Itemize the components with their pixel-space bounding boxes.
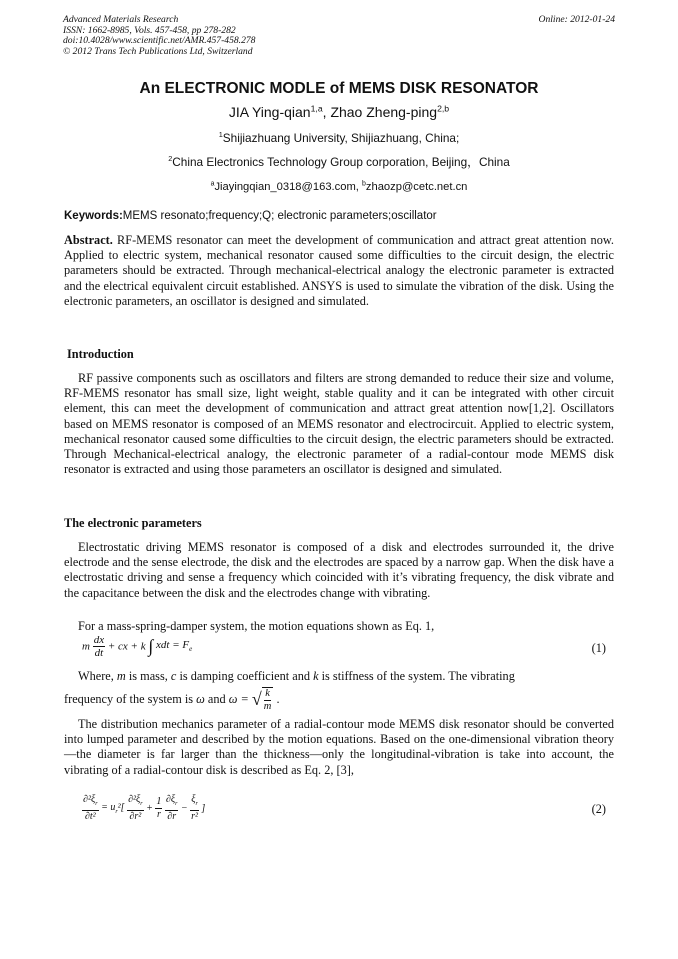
paper-title: An ELECTRONIC MODLE of MEMS DISK RESONATOR	[139, 80, 539, 97]
symbol-m: m	[116, 669, 126, 683]
affiliation-2	[0, 153, 678, 170]
email-b-sup: b	[362, 180, 366, 188]
where-line	[64, 669, 614, 684]
intro-heading: Introduction	[67, 347, 134, 361]
author-2-sup: 2,b	[437, 103, 450, 114]
symbol-omega: ω	[196, 691, 205, 706]
email-b: zhaozp@cetc.net.cn	[365, 181, 468, 193]
online-date: Online: 2012-01-24	[538, 14, 615, 25]
where-d: is damping coefficient and	[176, 669, 314, 683]
electronic-heading: The electronic parameters	[64, 516, 202, 530]
doi-line: doi:10.4028/www.scientific.net/AMR.457-458.278	[63, 35, 256, 46]
author-line	[0, 104, 678, 120]
author-1-sup: 1,a	[310, 103, 323, 114]
equation-2: $\frac{\partial^2\xi_r}{\text{∂t²}}$ = $u_r^2$[ $\frac{\partial^2\xi_r}{\text{∂r²}}$ + $\frac{1}{r}$ $\frac{\partial\xi_r}{\partial r}$ − $\frac{\xi_r}{\text{r²}}$ ]	[83, 794, 206, 822]
affiliation-1-sup: 1	[218, 130, 223, 140]
issn-line: ISSN: 1662-8985, Vols. 457-458, pp 278-282	[63, 24, 236, 36]
omega-formula: ω = √ $\frac{k}{m}$	[228, 688, 272, 712]
intro-paragraph: RF passive components such as oscillators and filters are strong demanded to reduce their size and volume, RF-MEMS resonator has small size, light weight, stable quality and it can be integrated with other circuit element, this can meet the development of communication and attract great attention now[1,2]. Oscillators based on MEMS resonator is composed of an MEMS resonator and electrocircuit. Applied to electric system, mechanical resonator caused some difficulties to the circuit design, the electric parameters should be extracted. Through Mechanical-electrical analogy, the electronic parameter of a radial-contour mode MEMS disk resonator is extracted and using those parameters an oscillator is designed and simulated.	[64, 371, 614, 477]
email-a-sup: a	[210, 180, 215, 188]
abstract-text: RF-MEMS resonator can meet the development of communication and attract great attention now. Applied to electric system, mechanical resonator caused some difficulties to the circuit design, the electric parameters should be extracted. Through mechanical-electrical analogy the electronic parameter is extracted and the electrical equivalent circuit established. ANSYS is used to simulate the vibration of the disk. Using the electronic parameters, an oscillator is designed and simulated.	[64, 233, 615, 308]
author-2: Zhao Zheng-ping	[330, 104, 438, 120]
equation-1-number: (1)	[591, 641, 606, 655]
electronic-paragraph-2: For a mass-spring-damper system, the motion equations shown as Eq. 1,	[78, 619, 435, 633]
symbol-c: c	[170, 669, 177, 683]
affiliation-1	[0, 131, 678, 145]
keywords-text: MEMS resonato;frequency;Q; electronic parameters;oscillator	[122, 210, 437, 222]
frequency-and: and	[204, 691, 229, 706]
symbol-k: k	[313, 669, 319, 683]
equation-2-number: (2)	[591, 802, 606, 816]
author-sep: ,	[322, 104, 331, 120]
copyright-line: © 2012 Trans Tech Publications Ltd, Switzerland	[63, 45, 253, 57]
affiliation-1-text: Shijiazhuang University, Shijiazhuang, China;	[222, 131, 460, 145]
electronic-paragraph-1: Electrostatic driving MEMS resonator is composed of a disk and electrodes surrounded it, the drive electrode and the sense electrode, the disk and the electrodes are spaced by a narrow gap. When the disk have a electrostatic driving and sense a frequency which coincided with it’s vibrating frequency, the disk vibrate and the capacitance between the disk and the electrodes change with vibrating.	[64, 540, 614, 600]
email-a: Jiayingqian_0318@163.com,	[214, 181, 363, 193]
affiliation-2-sup: 2	[168, 154, 173, 164]
where-e: is stiffness of the system. The vibrating	[318, 669, 515, 683]
abstract-label: Abstract.	[64, 233, 113, 247]
keywords	[64, 210, 437, 222]
equation-1: m $\frac{dx}{dt}$ + cx + k ∫ xdt = $F_e$	[82, 634, 193, 659]
where-b: is mass,	[125, 669, 171, 683]
email-line	[0, 181, 678, 193]
author-1: JIA Ying-qian	[228, 104, 311, 120]
electronic-paragraph-4: The distribution mechanics parameter of a radial-contour mode MEMS disk resonator should be converted into lumped parameter and described by the motion equations. Based on the one-dimensional vibration theory—the diameter is far larger than the thickness—only the longitudinal-vibration is take into account, the vibrating of a radial-contour disk is described as Eq. 2, [3],	[64, 717, 614, 777]
frequency-line: frequency of the system is ω and ω = √ $\frac{k}{m}$ .	[64, 688, 280, 712]
where-a: Where,	[78, 669, 117, 683]
abstract	[64, 233, 614, 309]
journal-header	[63, 15, 255, 57]
frequency-text: frequency of the system is	[64, 691, 197, 706]
journal-name: Advanced Materials Research	[63, 14, 179, 25]
keywords-label: Keywords:	[64, 210, 123, 222]
affiliation-2-text: China Electronics Technology Group corporation, Beijing，China	[172, 155, 510, 169]
